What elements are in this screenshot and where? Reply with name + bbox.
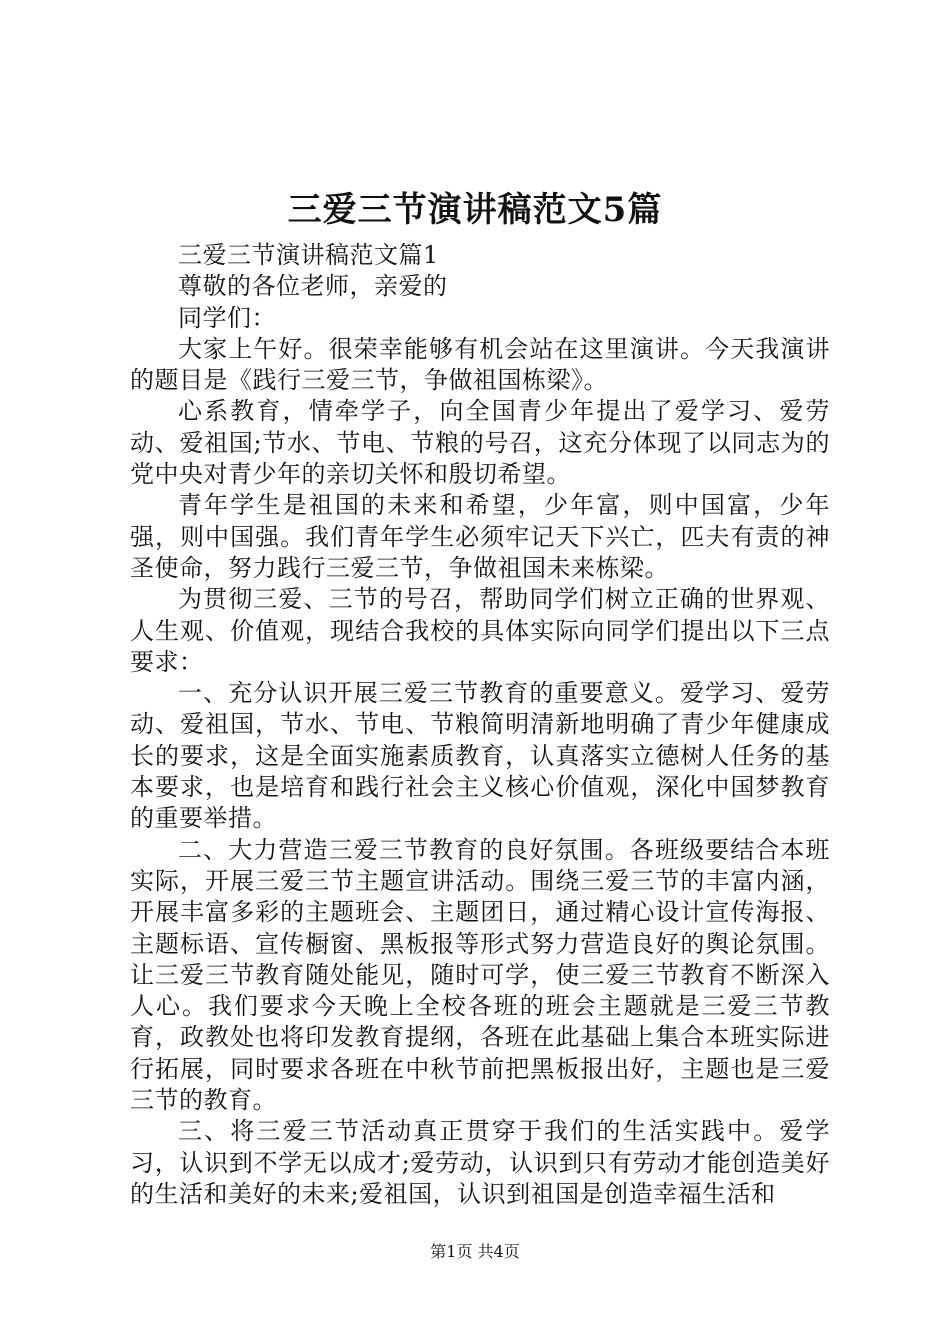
body-paragraph: 三、将三爱三节活动真正贯穿于我们的生活实践中。爱学习，认识到不学无以成才;爱劳动，认识到只有劳动才能创造美好的生活和美好的未来;爱祖国，认识到祖国是创造幸福生活和 bbox=[130, 1117, 830, 1208]
body-paragraph: 为贯彻三爱、三节的号召，帮助同学们树立正确的世界观、人生观、价值观，现结合我校的具体实际向同学们提出以下三点要求： bbox=[130, 585, 830, 676]
salutation-line: 同学们： bbox=[178, 303, 276, 332]
body-paragraph: 二、大力营造三爱三节教育的良好氛围。各班级要结合本班实际，开展三爱三节主题宣讲活动。围绕三爱三节的丰富内涵，开展丰富多彩的主题班会、主题团日，通过精心设计宣传海报、主题标语、宣传橱窗、黑板报等形式努力营造良好的舆论氛围。让三爱三节教育随处能见，随时可学，使三爱三节教育不断深入人心。我们要求今天晚上全校各班的班会主题就是三爱三节教育，政教处也将印发教育提纲，各班在此基础上集合本班实际进行拓展，同时要求各班在中秋节前把黑板报出好，主题也是三爱三节的教育。 bbox=[130, 835, 830, 1115]
salutation-line: 尊敬的各位老师，亲爱的 bbox=[178, 272, 448, 301]
body-paragraph: 青年学生是祖国的未来和希望，少年富，则中国富，少年强，则中国强。我们青年学生必须牢记天下兴亡，匹夫有责的神圣使命，努力践行三爱三节，争做祖国未来栋梁。 bbox=[130, 491, 830, 582]
body-paragraph: 一、充分认识开展三爱三节教育的重要意义。爱学习、爱劳动、爱祖国，节水、节电、节粮简明清新地明确了青少年健康成长的要求，这是全面实施素质教育，认真落实立德树人任务的基本要求，也是培育和践行社会主义核心价值观，深化中国梦教育的重要举措。 bbox=[130, 679, 830, 833]
body-paragraph: 心系教育，情牵学子，向全国青少年提出了爱学习、爱劳动、爱祖国;节水、节电、节粮的号召，这充分体现了以同志为的党中央对青少年的亲切关怀和殷切希望。 bbox=[130, 397, 830, 489]
page-footer: 第1页 共4页 bbox=[430, 1242, 520, 1261]
body-paragraph: 大家上午好。很荣幸能够有机会站在这里演讲。今天我演讲的题目是《践行三爱三节，争做祖国栋梁》。 bbox=[130, 334, 830, 395]
document-title: 三爱三节演讲稿范文5篇 bbox=[287, 190, 663, 230]
document-body bbox=[130, 240, 830, 1210]
section-heading: 三爱三节演讲稿范文篇1 bbox=[178, 241, 439, 269]
